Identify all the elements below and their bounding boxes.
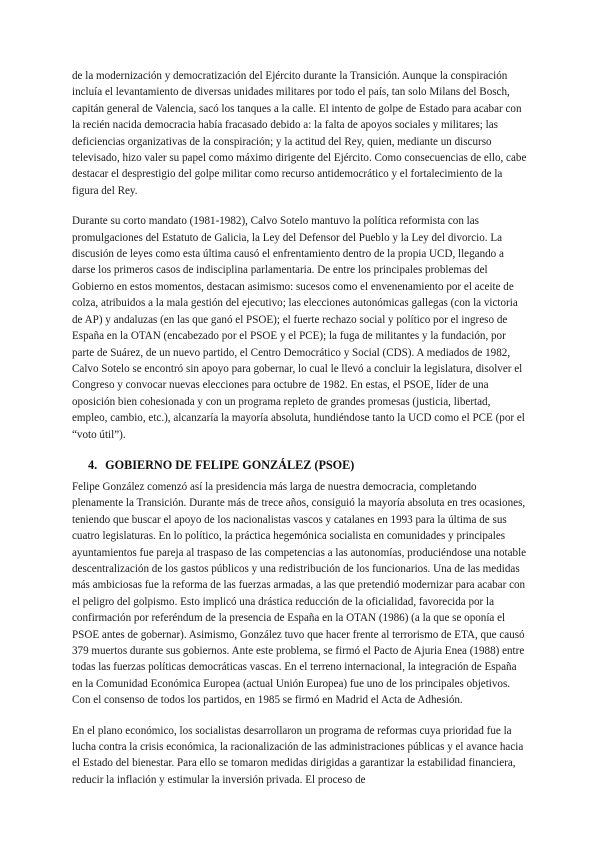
paragraph-calvo-sotelo: Durante su corto mandato (1981-1982), Calvo Sotelo mantuvo la política reformista con las promulgaciones del Estatuto de Galicia, la Ley del Defensor del Pueblo y la Ley del divorcio. La discusión de leyes como esta última causó el enfrentamiento dentro de la propia UCD, llegando a darse los primeros casos de indisciplina parlamentaria. De entre los principales problemas del Gobierno en estos momentos, destacan asimismo: sucesos como el envenenamiento por el aceite de colza, atribuidos a la mala gestión del ejecutivo; las elecciones autonómicas gallegas (con la victoria de AP) y andaluzas (en las que ganó el PSOE); el fuerte rechazo social y político por el ingreso de España en la OTAN (encabezado por el PSOE y el PCE); la fuga de militantes y la fundación, por parte de Suárez, de un nuevo partido, el Centro Democrático y Social (CDS). A mediados de 1982, Calvo Sotelo se encontró sin apoyo para gobernar, lo cual le llevó a concluir la legislatura, disolver el Congreso y convocar nuevas elecciones para octubre de 1982. En estas, el PSOE, líder de una oposición bien cohesionada y con un programa repleto de grandes promesas (justicia, libertad, empleo, cambio, etc.), alcanzaría la mayoría absoluta, hundiéndose tanto la UCD como el PCE (por el “voto útil”). [72,215,525,441]
paragraph-golpe-de-estado: de la modernización y democratización del Ejército durante la Transición. Aunque la conspiración incluía el levantamiento de diversas unidades militares por todo el país, tan solo Milans del Bosch, capitán general de Valencia, sacó los tanques a la calle. El intento de golpe de Estado para acabar con la recién nacida democracia había fracasado debido a: la falta de apoyos sociales y militares; las deficiencias organizativas de la conspiración; y la actitud del Rey, quien, mediante un discurso televisado, hizo valer su papel como máximo dirigente del Ejército. Como consecuencias de ello, cabe destacar el desprestigio del golpe militar como recurso antidemocrático y el fortalecimiento de la figura del Rey. [72,70,527,197]
paragraph-spacer [72,443,528,457]
paragraph-spacer [72,709,528,723]
document-page [72,68,528,788]
section-title: GOBIERNO DE FELIPE GONZÁLEZ (PSOE) [105,457,355,472]
paragraph-plano-economico: En el plano económico, los socialistas desarrollaron un programa de reformas cuya prioridad fue la lucha contra la crisis económica, la racionalización de las administraciones públicas y el avance hacia el Estado del bienestar. Para ello se tomaron medidas dirigidas a garantizar la estabilidad financiera, reducir la inflación y estimular la inversión privada. El proceso de [72,724,524,786]
section-heading [72,457,528,473]
paragraph-spacer [72,199,528,213]
section-number: 4. [88,457,98,472]
paragraph-felipe-gonzalez: Felipe González comenzó así la presidencia más larga de nuestra democracia, completando plenamente la Transición. Durante más de trece años, consiguió la mayoría absoluta en tres ocasiones, teniendo que buscar el apoyo de los nacionalistas vascos y catalanes en 1993 para la última de sus cuatro legislaturas. En lo político, la práctica hegemónica socialista en comunidades y principales ayuntamientos fue pareja al traspaso de las competencias a las autonomías, produciéndose una notable descentralización de los gastos públicos y una redistribución de los funcionarios. Una de las medidas más ambiciosas fue la reforma de las fuerzas armadas, a las que pretendió modernizar para acabar con el peligro del golpismo. Esto implicó una drástica reducción de la oficialidad, favorecida por la confirmación por referéndum de la presencia de España en la OTAN (1986) (a la que se oponía el PSOE antes de gobernar). Asimismo, González tuvo que hacer frente al terrorismo de ETA, que causó 379 muertos durante sus gobiernos. Ante este problema, se firmó el Pacto de Ajuria Enea (1988) entre todas las fuerzas políticas democráticas vascas. En el terreno internacional, la integración de España en la Comunidad Económica Europea (actual Unión Europea) fue uno de los principales objetivos. Con el consenso de todos los partidos, en 1985 se firmó en Madrid el Acta de Adhesión. [72,480,527,707]
